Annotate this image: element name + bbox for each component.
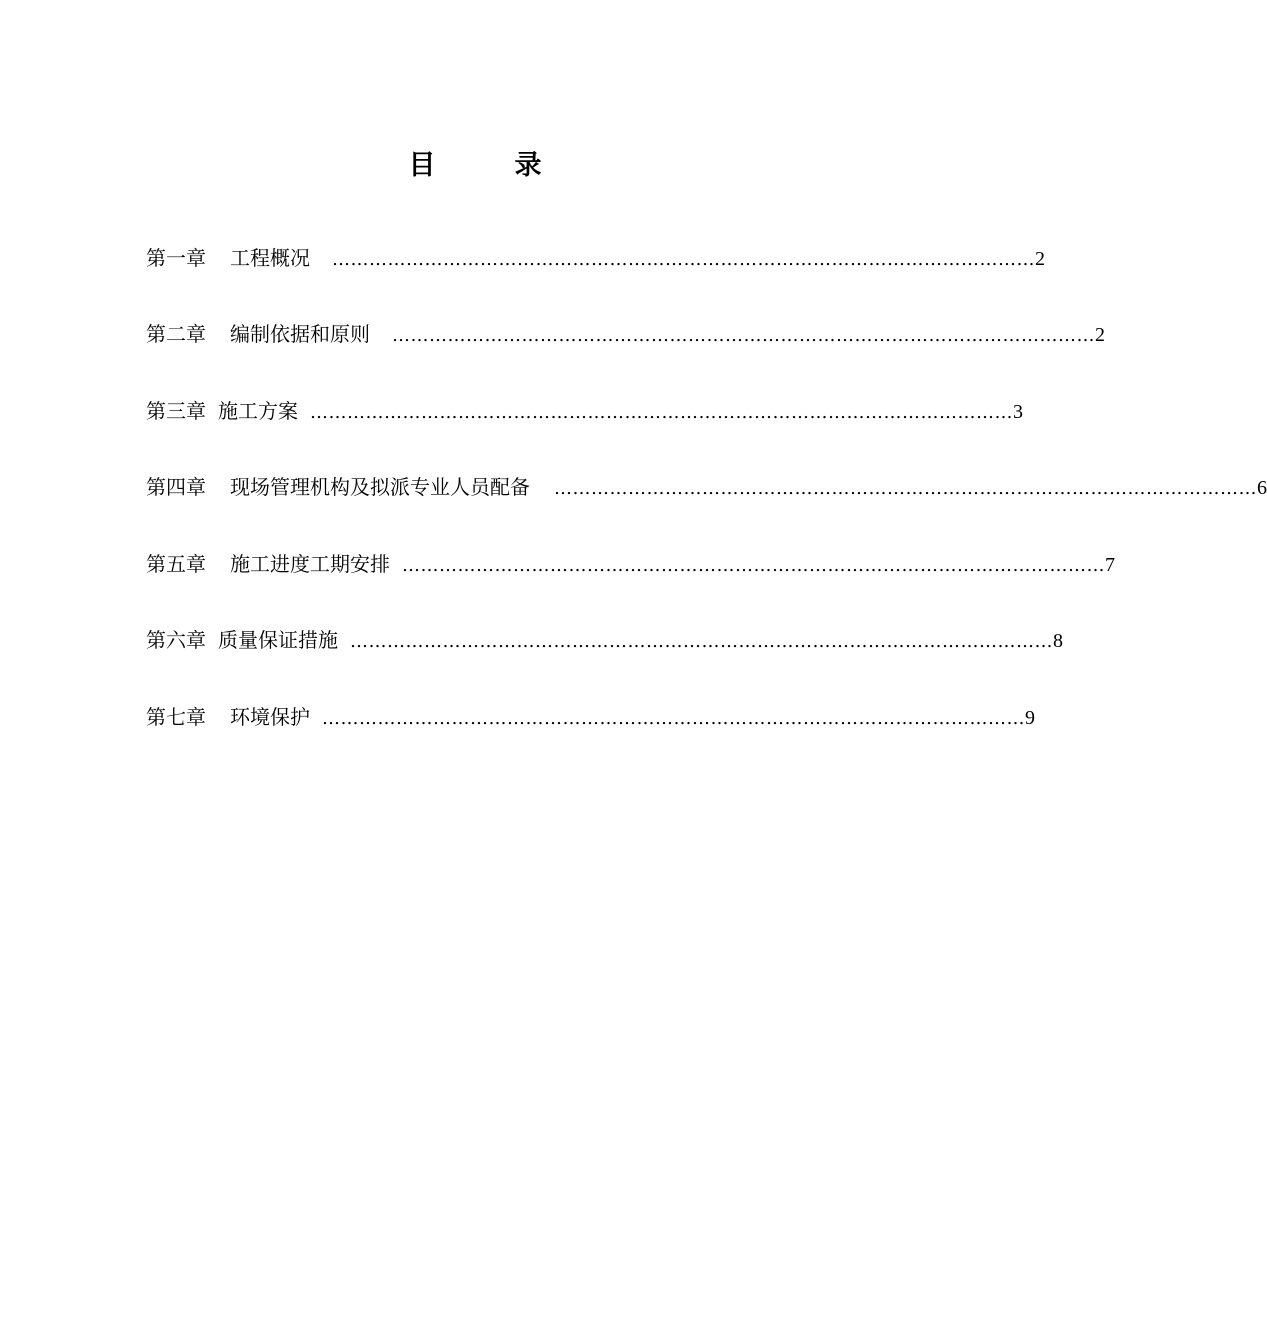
toc-dot-leader: ……………………………………………………………………………………………………: [322, 708, 1025, 729]
toc-entry[interactable]: [146, 320, 1105, 348]
toc-chapter-number: 第二章: [146, 322, 206, 346]
toc-entry[interactable]: [146, 626, 1063, 654]
toc-chapter-heading: 现场管理机构及拟派专业人员配备: [230, 475, 530, 499]
toc-chapter-number: 第四章: [146, 475, 206, 499]
toc-chapter-number: 第七章: [146, 705, 206, 729]
toc-entry[interactable]: [146, 550, 1115, 578]
toc-entry[interactable]: [146, 473, 1267, 501]
toc-page-number: 2: [1035, 248, 1045, 270]
toc-entry[interactable]: [146, 703, 1035, 731]
toc-page-number: 2: [1095, 324, 1105, 346]
toc-dot-leader: ……………………………………………………………………………………………………: [350, 631, 1053, 652]
toc-dot-leader: ……………………………………………………………………………………………………: [402, 555, 1105, 576]
toc-page-number: 9: [1025, 707, 1035, 729]
toc-page-number: 3: [1013, 401, 1023, 423]
toc-chapter-heading: 施工方案: [218, 399, 298, 423]
toc-entry[interactable]: [146, 244, 1045, 272]
toc-dot-leader: ……………………………………………………………………………………………………: [554, 478, 1257, 499]
toc-chapter-number: 第五章: [146, 552, 206, 576]
toc-chapter-heading: 环境保护: [230, 705, 310, 729]
toc-chapter-heading: 施工进度工期安排: [230, 552, 390, 576]
toc-dot-leader: ……………………………………………………………………………………………………: [332, 249, 1035, 270]
toc-entry[interactable]: [146, 397, 1023, 425]
toc-dot-leader: ……………………………………………………………………………………………………: [392, 325, 1095, 346]
toc-chapter-number: 第三章: [146, 399, 206, 423]
toc-chapter-heading: 质量保证措施: [218, 628, 338, 652]
toc-page-number: 6: [1257, 477, 1267, 499]
toc-title: 目 录: [408, 150, 568, 181]
toc-dot-leader: ……………………………………………………………………………………………………: [310, 402, 1013, 423]
toc-chapter-heading: 编制依据和原则: [230, 322, 370, 346]
toc-page-number: 8: [1053, 630, 1063, 652]
toc-chapter-heading: 工程概况: [230, 246, 310, 270]
toc-chapter-number: 第六章: [146, 628, 206, 652]
toc-page-number: 7: [1105, 554, 1115, 576]
toc-chapter-number: 第一章: [146, 246, 206, 270]
